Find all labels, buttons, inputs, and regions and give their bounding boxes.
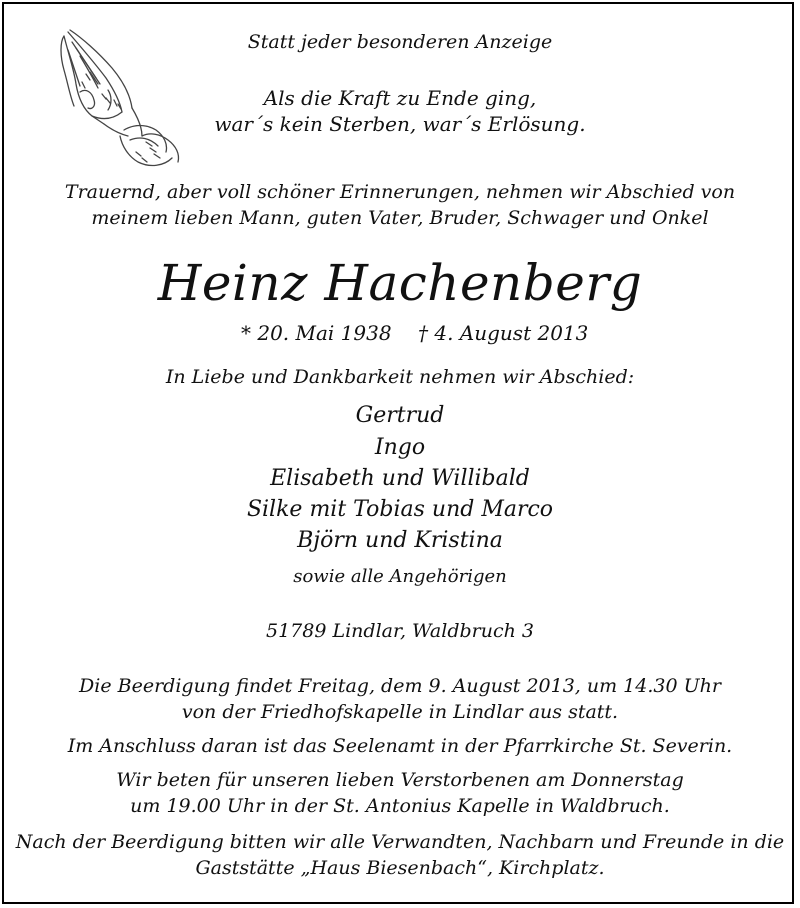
deceased-name: Heinz Hachenberg [157,254,643,312]
notice-heading: Statt jeder besonderen Anzeige [247,31,553,53]
mass-line: Im Anschluss daran ist das Seelenamt in der Pfarrkirche St. Severin. [67,735,733,757]
intro-line-1: Trauernd, aber voll schöner Erinnerungen, nehmen wir Abschied von [64,181,736,203]
address: 51789 Lindlar, Waldbruch 3 [266,620,534,642]
life-dates [0,323,800,347]
verse-line-2: war´s kein Sterben, war´s Erlösung. [214,112,586,136]
reception-line-2: Gaststätte „Haus Biesenbach“, Kirchplatz. [195,857,605,879]
funeral-line-1: Die Beerdigung findet Freitag, dem 9. August 2013, um 14.30 Uhr [79,675,721,697]
prayer-line-1: Wir beten für unseren lieben Verstorbenen am Donnerstag [116,769,684,791]
relatives-line: sowie alle Angehörigen [293,566,507,587]
mourner-name: Ingo [374,435,426,460]
mourners-heading: In Liebe und Dankbarkeit nehmen wir Abschied: [165,366,635,388]
death-date: † 4. August 2013 [418,321,589,345]
prayer-line-2: um 19.00 Uhr in der St. Antonius Kapelle in Waldbruch. [130,795,670,817]
intro-line-2: meinem lieben Mann, guten Vater, Bruder, Schwager und Onkel [91,207,709,229]
funeral-line-2: von der Friedhofskapelle in Lindlar aus statt. [181,701,619,723]
mourner-name: Björn und Kristina [297,528,503,553]
verse-line-1: Als die Kraft zu Ende ging, [263,86,537,110]
mourner-name: Gertrud [355,403,445,428]
birth-date: * 20. Mai 1938 [241,321,392,345]
reception-line-1: Nach der Beerdigung bitten wir alle Verwandten, Nachbarn und Freunde in die [15,831,785,853]
mourner-name: Elisabeth und Willibald [270,466,530,491]
mourner-name: Silke mit Tobias und Marco [246,497,554,522]
